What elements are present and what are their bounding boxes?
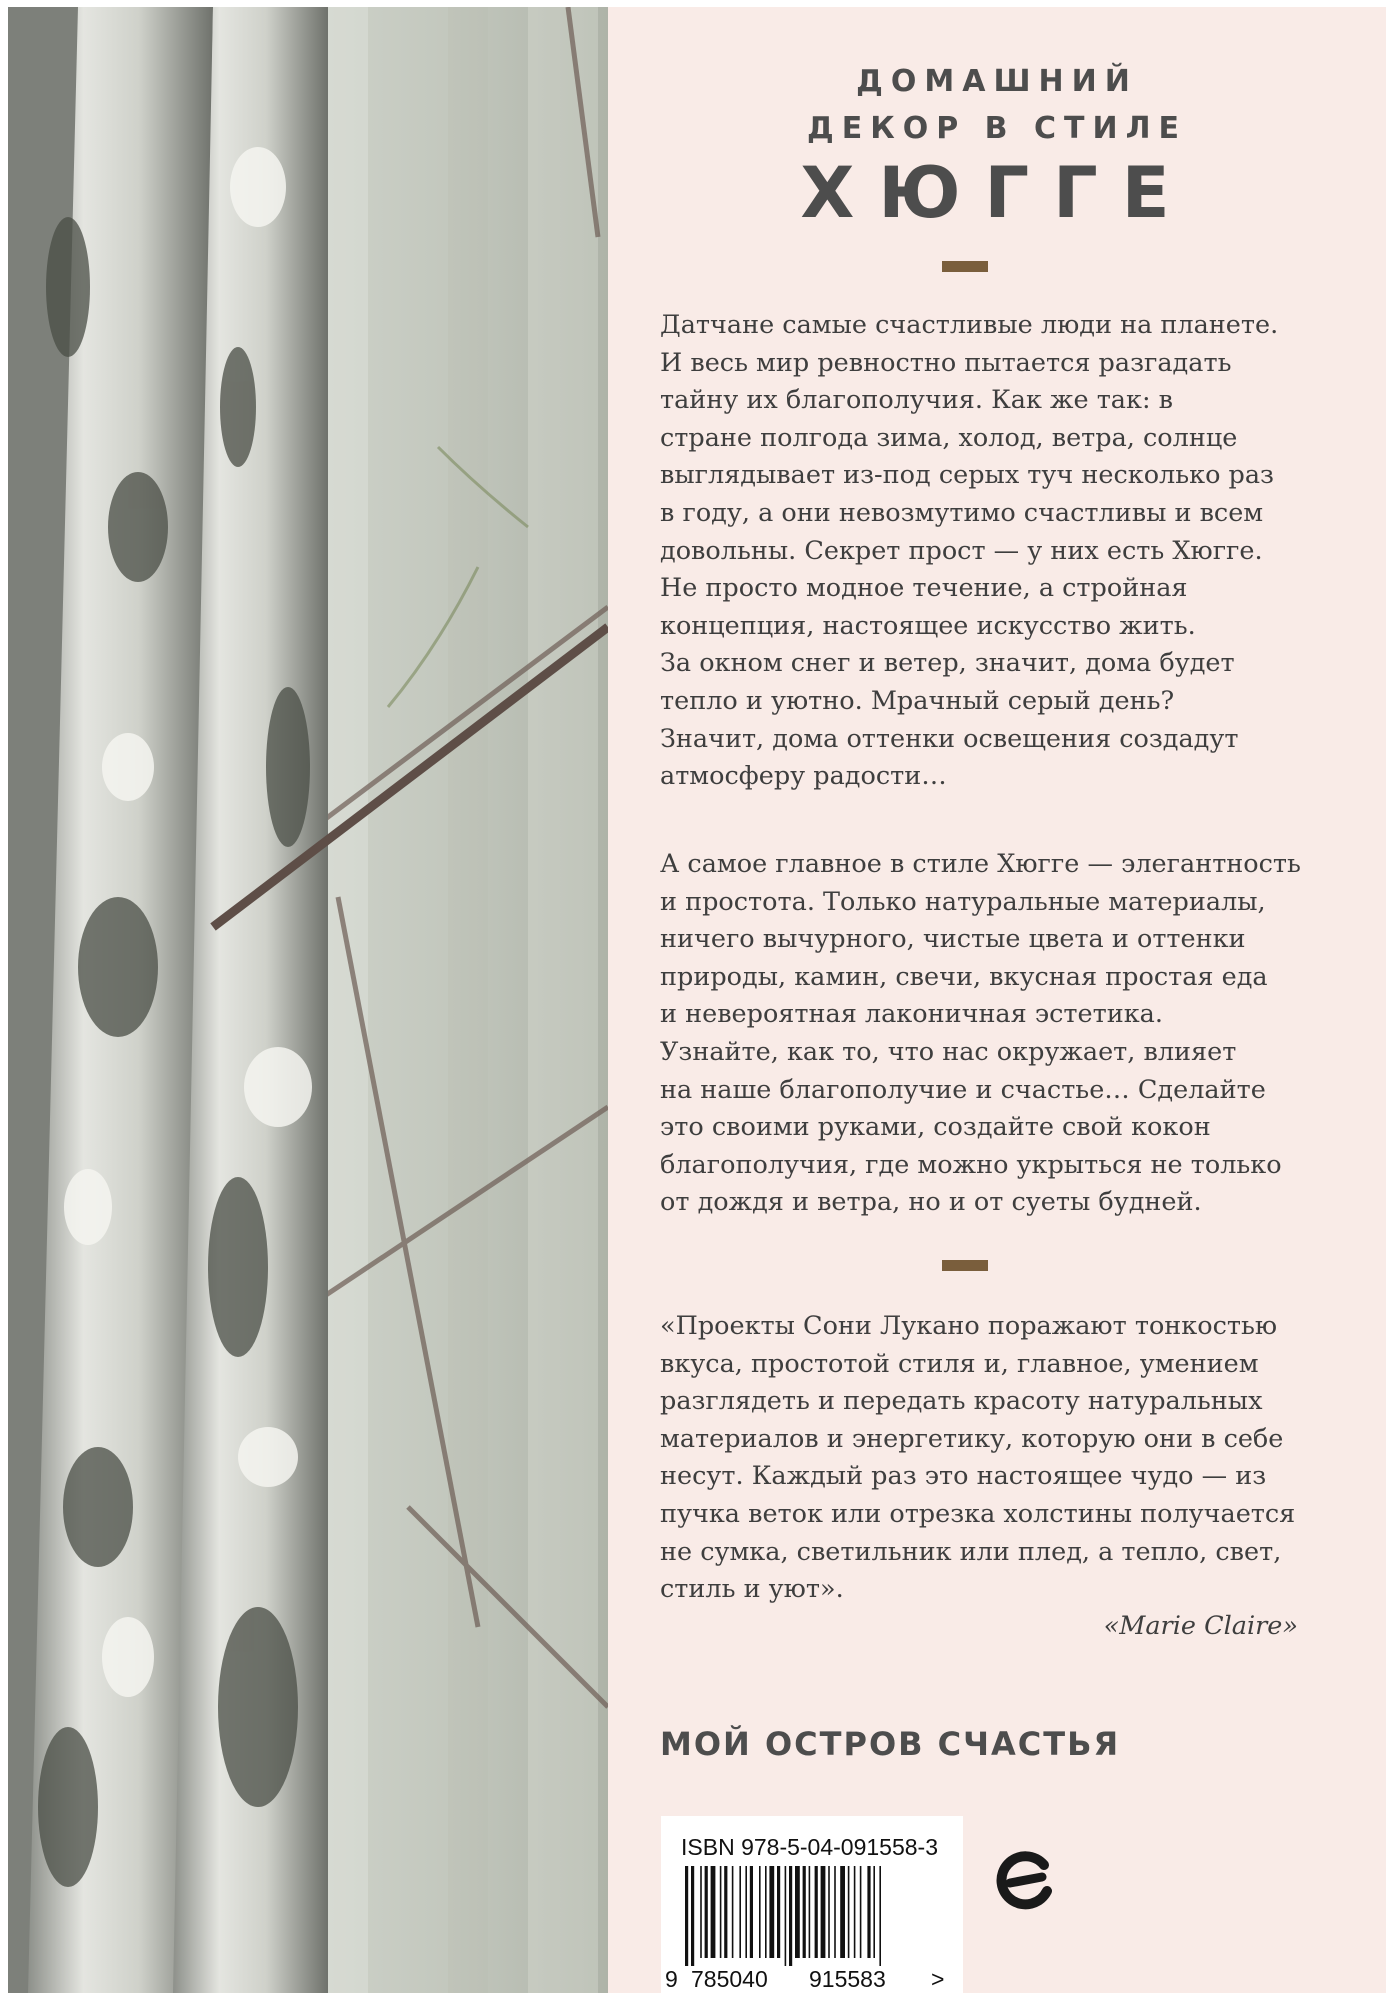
barcode-bar xyxy=(759,1866,761,1958)
text-line: пучка веток или отрезка холстины получается xyxy=(660,1498,1296,1529)
text-line: природы, камин, свечи, вкусная простая еда xyxy=(660,961,1268,992)
text-line: это своими руками, создайте свой кокон xyxy=(660,1112,1211,1143)
text-line: тепло и уютно. Мрачный серый день? xyxy=(660,685,1175,716)
description-paragraph-1 xyxy=(660,307,1350,796)
barcode-bar xyxy=(834,1866,836,1958)
barcode-bar xyxy=(821,1866,826,1958)
barcode-bar xyxy=(745,1866,747,1958)
text-line: Датчане самые счастливые люди на планете. xyxy=(660,310,1279,340)
text-line: И весь мир ревностно пытается разгадать xyxy=(660,347,1232,378)
barcode-bar xyxy=(705,1866,708,1958)
text-line: атмосферу радости… xyxy=(660,761,947,792)
text-line: благополучия, где можно укрыться не только xyxy=(660,1149,1282,1180)
description-paragraph-2 xyxy=(660,846,1350,1222)
barcode-digit-end: > xyxy=(931,1966,945,1992)
divider-middle xyxy=(942,1260,988,1271)
barcode-bar xyxy=(840,1866,845,1958)
barcode-bar xyxy=(848,1866,850,1958)
barcode-bar xyxy=(860,1866,862,1958)
barcode-bar xyxy=(867,1866,870,1958)
text-line: не сумка, светильник или плед, а тепло, свет, xyxy=(660,1536,1282,1567)
birch-trees-illustration xyxy=(8,7,608,1993)
barcode-bar xyxy=(711,1866,716,1958)
barcode-bar xyxy=(765,1866,767,1958)
barcode-bar xyxy=(777,1866,780,1958)
barcode-bar xyxy=(739,1866,741,1958)
barcode-bar xyxy=(873,1866,875,1958)
text-line: материалов и энергетику, которую они в себе xyxy=(660,1423,1284,1454)
barcode-bar xyxy=(732,1866,734,1958)
text-line: концепция, настоящее искусство жить. xyxy=(660,610,1196,641)
barcode-bar xyxy=(700,1866,702,1958)
barcode-bar xyxy=(815,1866,818,1958)
barcode-bar xyxy=(828,1866,830,1958)
barcode-bar xyxy=(724,1866,727,1958)
text-line: «Проекты Сони Лукано поражают тонкостью xyxy=(660,1311,1278,1341)
text-line: и невероятная лаконичная эстетика. xyxy=(660,999,1163,1030)
text-line: За окном снег и ветер, значит, дома будет xyxy=(660,648,1235,679)
barcode-bar xyxy=(789,1866,792,1966)
text-line: ничего вычурного, чистые цвета и оттенки xyxy=(660,924,1246,955)
barcode-bar xyxy=(803,1866,806,1958)
text-line: А самое главное в стиле Хюгге — элегантность xyxy=(660,849,1301,879)
text-line: Значит, дома оттенки освещения создадут xyxy=(660,723,1239,754)
text-line: выглядывает из-под серых туч несколько раз xyxy=(660,460,1274,491)
barcode-digits-left: 785040 xyxy=(691,1966,768,1992)
barcode-bar xyxy=(785,1866,787,1966)
book-back-cover xyxy=(8,7,1386,1993)
birch-trees-photo xyxy=(8,7,608,1993)
text-line: на наше благополучие и счастье… Сделайте xyxy=(660,1074,1266,1105)
text-panel xyxy=(608,7,1386,1993)
barcode-bar xyxy=(854,1866,856,1958)
text-line: в году, а они невозмутимо счастливы и всем xyxy=(660,497,1264,528)
barcode-bar xyxy=(879,1866,881,1966)
quote-source: «Marie Claire» xyxy=(1103,1611,1298,1641)
text-line: вкуса, простотой стиля и, главное, умением xyxy=(660,1348,1259,1379)
text-line: от дождя и ветра, но и от суеты будней. xyxy=(660,1187,1202,1218)
barcode-bar xyxy=(795,1866,800,1958)
text-line: и простота. Только натуральные материалы, xyxy=(660,886,1266,917)
text-line: Не просто модное течение, а стройная xyxy=(660,573,1188,604)
barcode-digits-right: 915583 xyxy=(809,1966,886,1992)
text-line: стране полгода зима, холод, ветра, солнце xyxy=(660,422,1238,453)
series-title-line1: ДОМАШНИЙ xyxy=(856,64,1138,99)
isbn-number: ISBN 978-5-04-091558-3 xyxy=(681,1834,938,1860)
review-quote xyxy=(660,1308,1350,1609)
series-motto: МОЙ ОСТРОВ СЧАСТЬЯ xyxy=(660,1725,1121,1763)
barcode-icon xyxy=(685,1866,925,1966)
barcode-bar xyxy=(769,1866,774,1958)
text-line: тайну их благополучия. Как же так: в xyxy=(660,385,1174,416)
barcode-bar xyxy=(809,1866,811,1958)
series-title-line2: ДЕКОР В СТИЛЕ xyxy=(807,111,1187,146)
isbn-barcode-block xyxy=(661,1816,963,1993)
barcode-bar xyxy=(750,1866,753,1958)
text-line: довольны. Секрет прост — у них есть Хюгге. xyxy=(660,535,1263,566)
text-line: несут. Каждый раз это настоящее чудо — из xyxy=(660,1461,1267,1492)
barcode-bar xyxy=(685,1866,688,1966)
divider-top xyxy=(942,261,988,272)
text-line: Узнайте, как то, что нас окружает, влияет xyxy=(660,1036,1237,1067)
barcode-digit-lead: 9 xyxy=(665,1966,678,1992)
barcode-bar xyxy=(720,1866,722,1958)
book-title: ХЮГГЕ xyxy=(800,152,1194,234)
barcode-bar xyxy=(691,1866,694,1966)
text-line: разглядеть и передать красоту натуральных xyxy=(660,1386,1263,1417)
text-line: стиль и уют». xyxy=(660,1574,844,1605)
eksmo-logo xyxy=(992,1847,1058,1913)
